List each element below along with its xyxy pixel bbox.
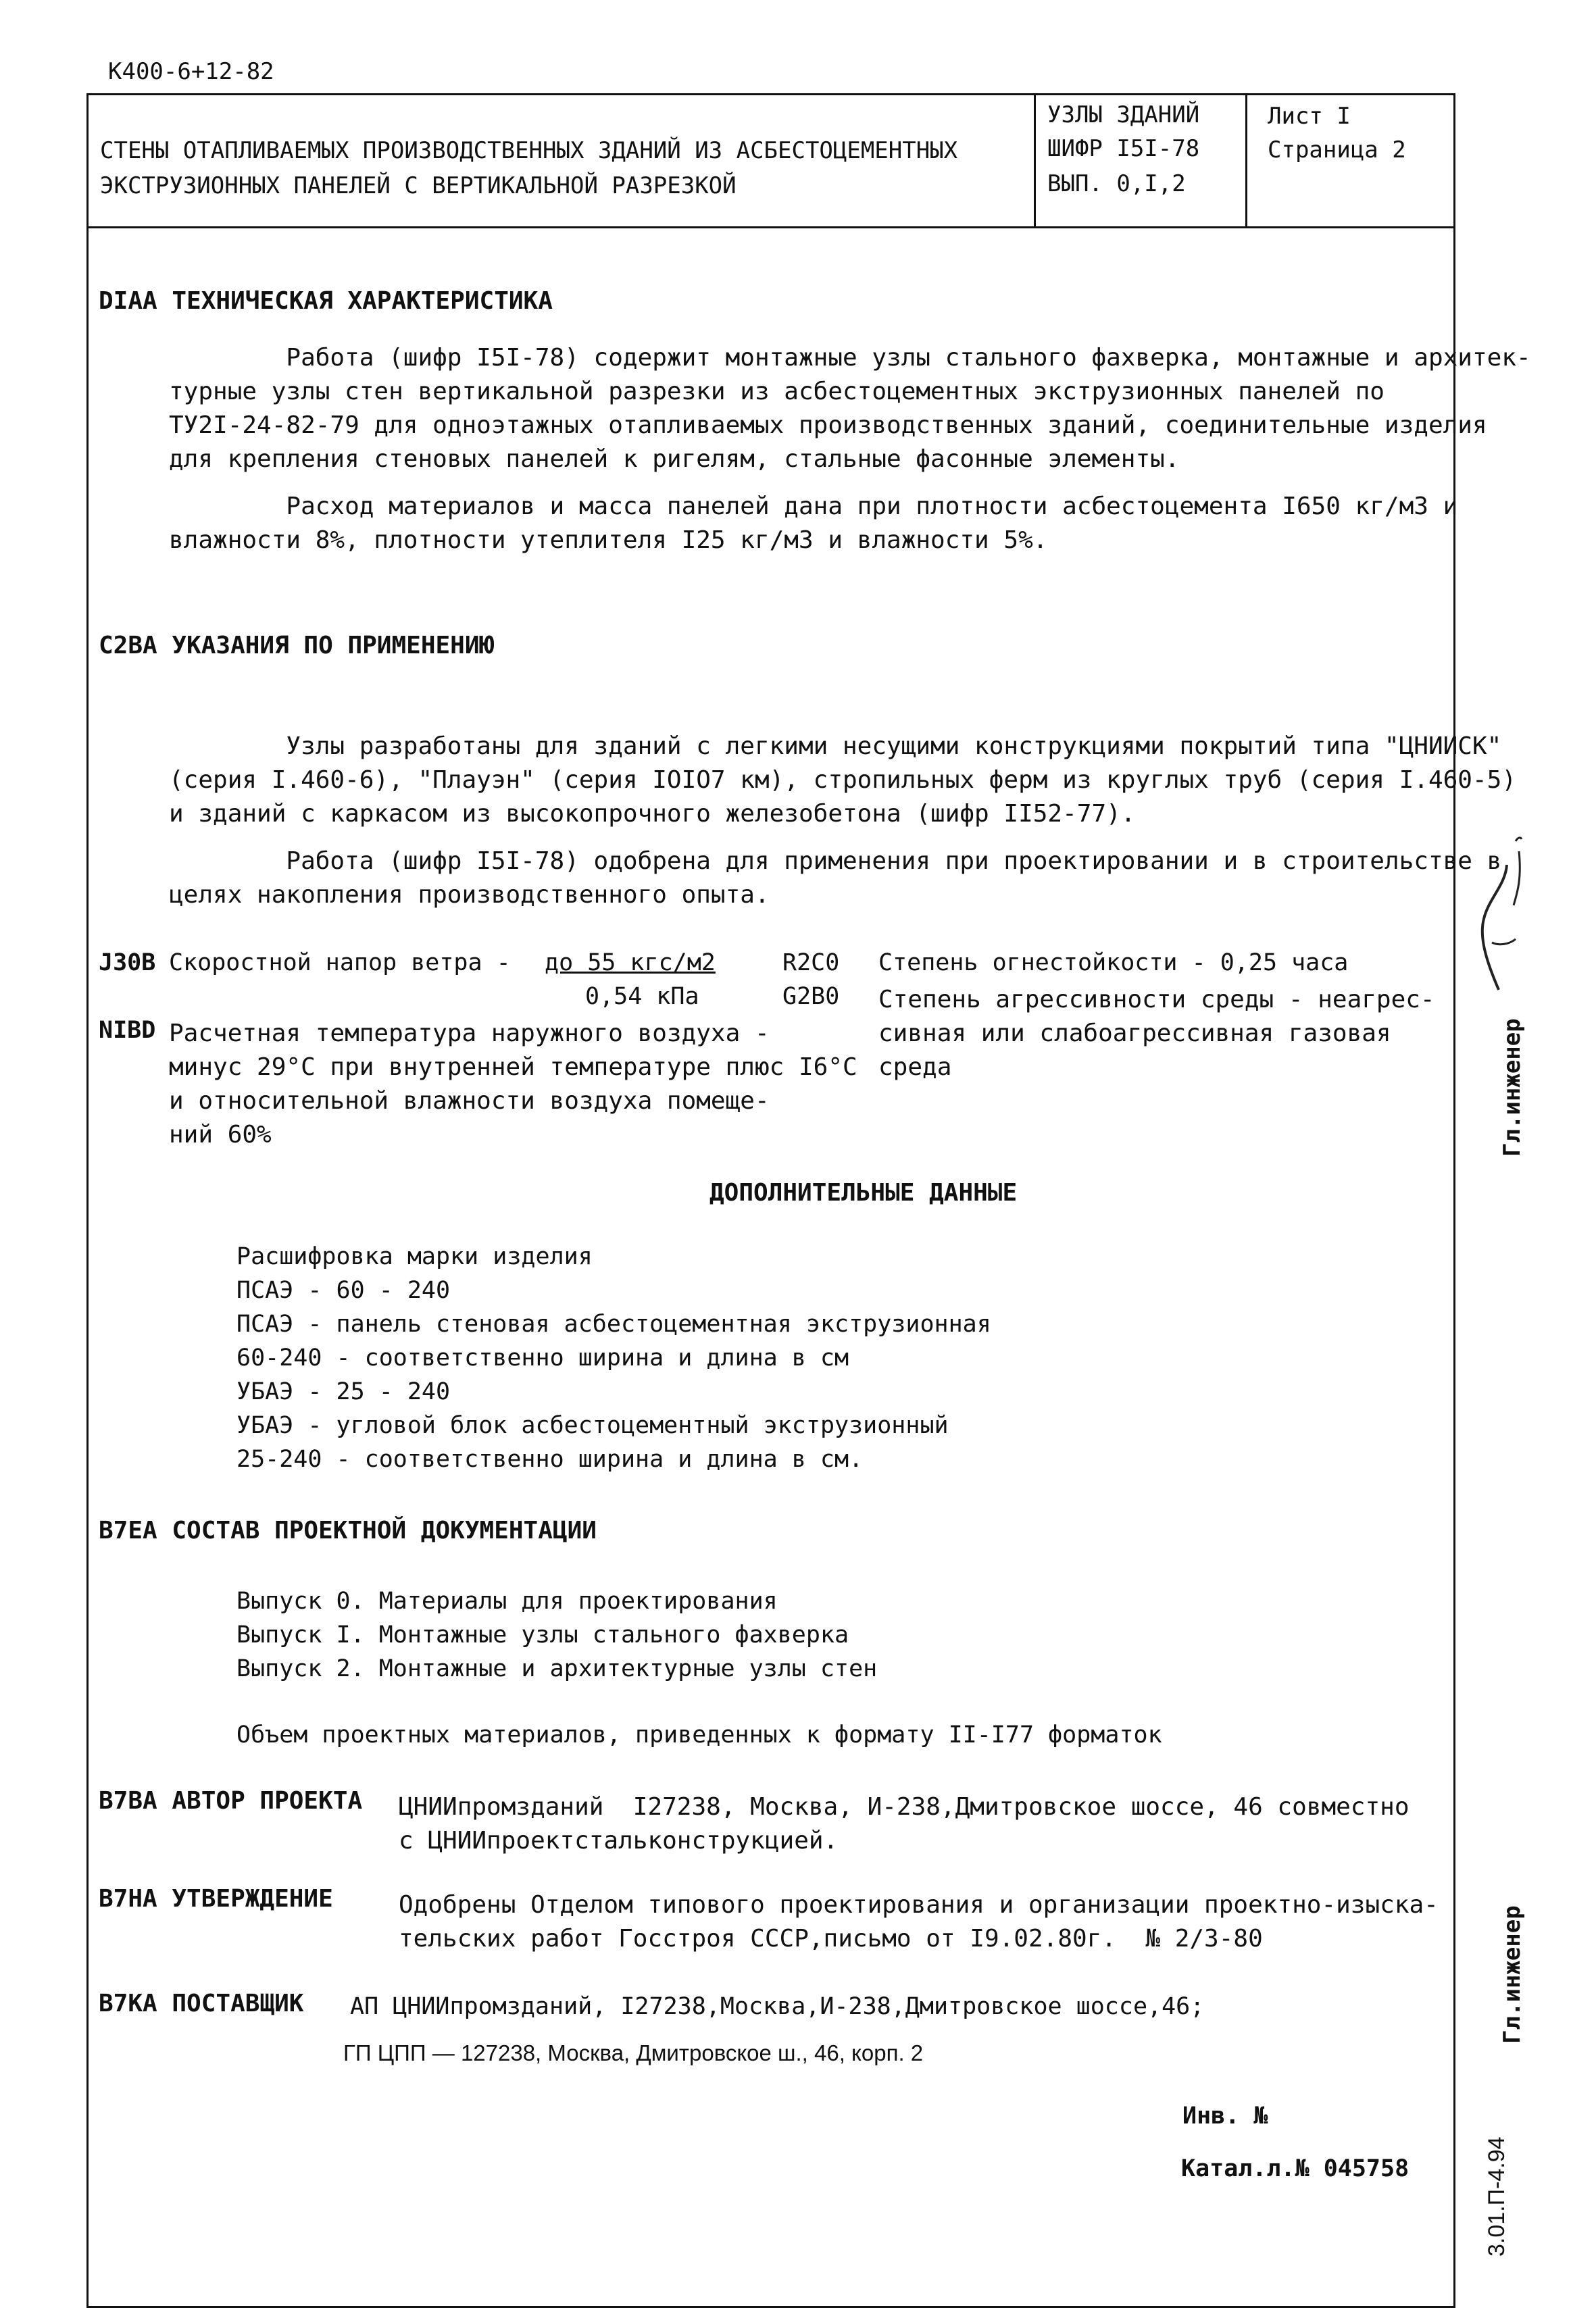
sheet-number: Лист I	[1268, 103, 1351, 130]
extra-line: УБАЭ - 25 - 240	[236, 1378, 451, 1405]
param-value-wind-kgs: до 55 кгс/м2	[545, 949, 716, 976]
catalog-sheet-number: Катал.л.№ 045758	[1181, 2155, 1410, 2182]
margin-signature-label-1: Гл.инженер	[1499, 1018, 1526, 1157]
extra-line: ПСАЭ - панель стеновая асбестоцементная экструзионная	[236, 1311, 991, 1338]
document-code: К400-6+12-82	[108, 58, 274, 85]
supplier-text: АП ЦНИИпромзданий, I27238,Москва,И-238,Дмитровское шоссе,46;	[350, 1993, 1205, 2020]
header-divider-2	[1245, 93, 1247, 228]
param-code-g2b0: G2B0	[782, 983, 840, 1010]
docs-volume: Объем проектных материалов, приведенных к формату II-I77 форматок	[236, 1721, 1162, 1749]
header-title-line2: ЭКСТРУЗИОННЫХ ПАНЕЛЕЙ С ВЕРТИКАЛЬНОЙ РАЗРЕЗКОЙ	[100, 172, 737, 199]
header-series-line1: УЗЛЫ ЗДАНИЙ	[1047, 101, 1200, 128]
param-text-fire: Степень огнестойкости - 0,25 часа	[878, 949, 1349, 976]
margin-stamp: 3.01.П-4.94	[1484, 2136, 1510, 2257]
author-text: ЦНИИпромзданий I27238, Москва, И-238,Дмитровское шоссе, 46 совместно с ЦНИИпроектстальконструкцией.	[399, 1793, 1410, 1855]
param-code-j30b: J30B	[99, 949, 156, 976]
margin-signature-label-2: Гл.инженер	[1499, 1905, 1526, 2044]
tech-paragraph-2: Расход материалов и масса панелей дана при плотности асбестоцемента I650 кг/м3 и влажности 8%, плотности утеплителя I25 кг/м3 и влажности 5%.	[169, 493, 1458, 554]
tech-paragraph-1: Работа (шифр I5I-78) содержит монтажные узлы стального фахверка, монтажные и архитек- турные узлы стен вертикальной разрезки из асбестоцементных экструзионных панелей по ТУ2I-24-82-79 для одноэтажных отапливаемых производственных зданий, соединительные изделия для крепления стеновых панелей к ригелям, стальные фасонные элементы.	[169, 344, 1531, 473]
handwritten-signature	[1451, 824, 1539, 1007]
approval-code: B7HA УТВЕРЖДЕНИЕ	[99, 1885, 333, 1913]
page-number: Страница 2	[1268, 136, 1406, 164]
extra-line: Расшифровка марки изделия	[236, 1243, 593, 1270]
extra-line: 60-240 - соответственно ширина и длина в см	[236, 1344, 849, 1372]
param-code-r2c0: R2C0	[782, 949, 840, 976]
usage-paragraph-2: Работа (шифр I5I-78) одобрена для применения при проектировании и в строительстве в целях накопления производственного опыта.	[169, 847, 1502, 909]
section-heading-tech: DIAA ТЕХНИЧЕСКАЯ ХАРАКТЕРИСТИКА	[99, 287, 553, 315]
extra-line: 25-240 - соответственно ширина и длина в см.	[236, 1446, 864, 1473]
header-title-line1: СТЕНЫ ОТАПЛИВАЕМЫХ ПРОИЗВОДСТВЕННЫХ ЗДАНИЙ ИЗ АСБЕСТОЦЕМЕНТНЫХ	[100, 137, 958, 164]
extra-line: ПСАЭ - 60 - 240	[236, 1277, 451, 1304]
section-heading-usage: C2BA УКАЗАНИЯ ПО ПРИМЕНЕНИЮ	[99, 632, 495, 659]
docs-line: Выпуск 0. Материалы для проектирования	[236, 1588, 778, 1615]
section-heading-docs: B7EA СОСТАВ ПРОЕКТНОЙ ДОКУМЕНТАЦИИ	[99, 1517, 597, 1544]
docs-line: Выпуск I. Монтажные узлы стального фахверка	[236, 1621, 849, 1649]
section-heading-extra: ДОПОЛНИТЕЛЬНЫЕ ДАННЫЕ	[709, 1179, 1018, 1207]
param-text-aggressiveness: Степень агрессивности среды - неагрес- сивная или слабоагрессивная газовая среда	[878, 986, 1435, 1081]
header-series-line3: ВЫП. 0,I,2	[1047, 170, 1186, 197]
param-label-wind: Скоростной напор ветра -	[169, 949, 511, 976]
usage-paragraph-1: Узлы разработаны для зданий с легкими несущими конструкциями покрытий типа "ЦНИИСК" (серия I.460-6), "Плауэн" (серия IOIO7 км), стропильных ферм из круглых труб (серия I.460-5) и зданий с каркасом из высокопрочного железобетона (шифр II52-77).	[169, 732, 1516, 828]
extra-line: УБАЭ - угловой блок асбестоцементный экструзионный	[236, 1412, 949, 1439]
param-value-wind-kpa: 0,54 кПа	[585, 983, 699, 1010]
approval-text: Одобрены Отделом типового проектирования и организации проектно-изыска- тельских работ Госстроя СССР,письмо от I9.02.80г. № 2/3-80	[399, 1891, 1439, 1953]
param-text-temperature: Расчетная температура наружного воздуха - минус 29°С при внутренней температуре плюс I6°С и относительной влажности воздуха помеще- ний 60%	[169, 1020, 857, 1149]
supplier-text-2: ГП ЦПП — 127238, Москва, Дмитровское ш., 46, корп. 2	[343, 2040, 924, 2065]
header-series-line2: ШИФР I5I-78	[1047, 135, 1200, 162]
docs-line: Выпуск 2. Монтажные и архитектурные узлы стен	[236, 1655, 878, 1682]
param-code-nibd: NIBD	[99, 1017, 156, 1044]
header-divider-1	[1034, 93, 1036, 228]
header-divider	[86, 226, 1455, 228]
supplier-code: B7KA ПОСТАВЩИК	[99, 1990, 304, 2017]
author-code: B7BA АВТОР ПРОЕКТА	[99, 1787, 363, 1815]
inventory-number: Инв. №	[1182, 2103, 1268, 2130]
